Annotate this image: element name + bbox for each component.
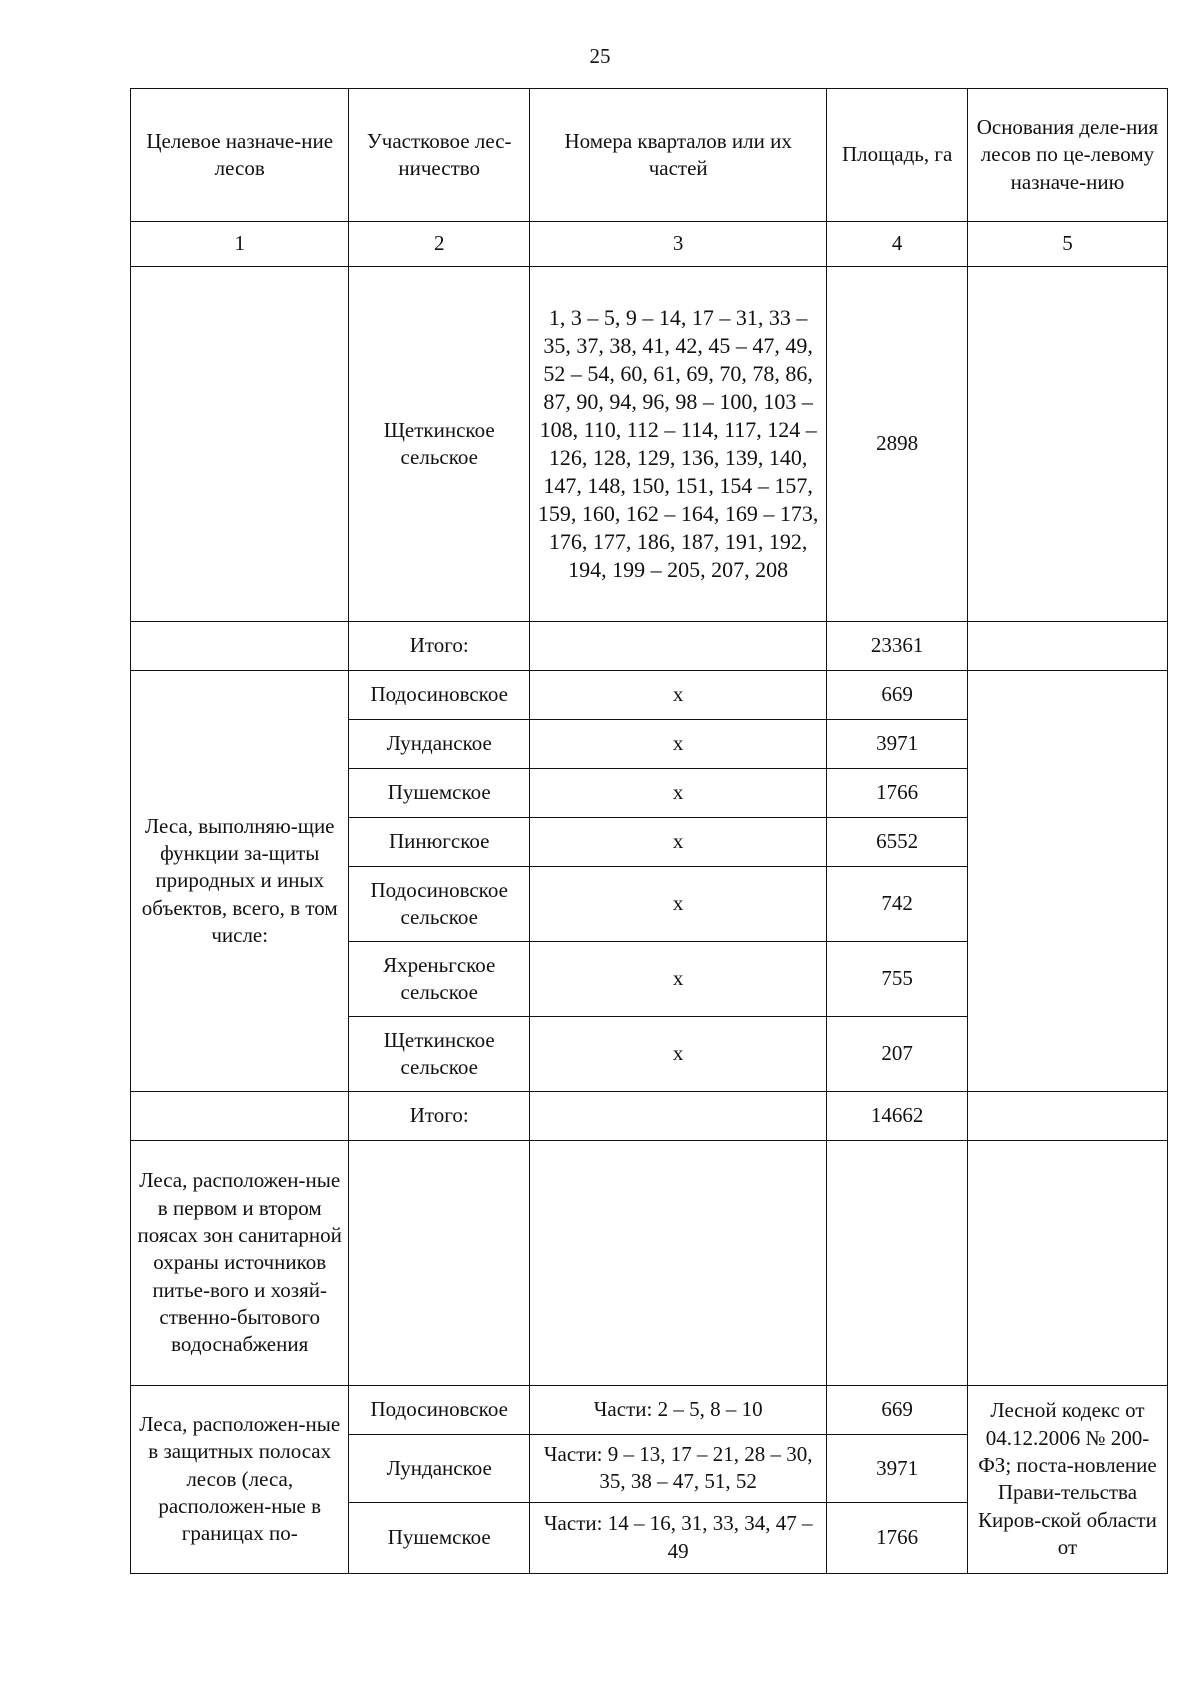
page-number: 25 xyxy=(589,44,611,68)
quarters-cell: x xyxy=(530,942,827,1017)
quarters-cell: x xyxy=(530,671,827,720)
area-cell: 742 xyxy=(827,867,968,942)
quarters-cell: x xyxy=(530,769,827,818)
header-area: Площадь, га xyxy=(827,89,968,222)
area-cell: 1766 xyxy=(827,769,968,818)
basis-cell xyxy=(967,671,1167,1092)
quarters-cell: Части: 2 – 5, 8 – 10 xyxy=(530,1386,827,1435)
quarters-cell: x xyxy=(530,818,827,867)
column-number: 4 xyxy=(827,222,968,267)
area-cell: 1766 xyxy=(827,1502,968,1573)
quarters-cell: Части: 14 – 16, 31, 33, 34, 47 – 49 xyxy=(530,1502,827,1573)
forest-purpose-table xyxy=(130,88,1168,1574)
basis-cell xyxy=(967,267,1167,622)
purpose-cell xyxy=(131,267,349,622)
header-row xyxy=(131,89,1168,222)
quarters-cell xyxy=(530,622,827,671)
total-row xyxy=(131,1092,1168,1141)
purpose-cell: Леса, расположен-ные в первом и втором поясах зон санитарной охраны источников питье-вого и хозяй-ственно-бытового водоснабжения xyxy=(131,1141,349,1386)
forestry-cell: Пушемское xyxy=(349,1502,530,1573)
table-row xyxy=(131,1141,1168,1386)
forestry-cell: Подосиновское сельское xyxy=(349,867,530,942)
total-row xyxy=(131,622,1168,671)
forestry-cell: Пинюгское xyxy=(349,818,530,867)
forestry-cell: Подосиновское xyxy=(349,1386,530,1435)
purpose-cell: Леса, расположен-ные в защитных полосах лесов (леса, расположен-ные в границах по- xyxy=(131,1386,349,1574)
purpose-cell xyxy=(131,622,349,671)
header-forestry: Участковое лес-ничество xyxy=(349,89,530,222)
total-label: Итого: xyxy=(349,622,530,671)
table-row xyxy=(131,671,1168,720)
header-quarters: Номера кварталов или их частей xyxy=(530,89,827,222)
quarters-cell: 1, 3 – 5, 9 – 14, 17 – 31, 33 – 35, 37, 38, 41, 42, 45 – 47, 49, 52 – 54, 60, 61, 69, 70, 78, 86, 87, 90, 94, 96, 98 – 100, 103 – 108, 110, 112 – 114, 117, 124 – 126, 128, 129, 136, 139, 140, 147, 148, 150, 151, 154 – 157, 159, 160, 162 – 164, 169 – 173, 176, 177, 186, 187, 191, 192, 194, 199 – 205, 207, 208 xyxy=(530,267,827,622)
table-row xyxy=(131,1386,1168,1435)
quarters-cell xyxy=(530,1092,827,1141)
column-number: 3 xyxy=(530,222,827,267)
quarters-cell: x xyxy=(530,720,827,769)
column-number: 2 xyxy=(349,222,530,267)
area-cell: 3971 xyxy=(827,720,968,769)
column-number: 5 xyxy=(967,222,1167,267)
forestry-cell: Лунданское xyxy=(349,1435,530,1503)
forestry-cell: Яхреньгское сельское xyxy=(349,942,530,1017)
forestry-cell: Лунданское xyxy=(349,720,530,769)
quarters-cell xyxy=(530,1141,827,1386)
area-cell: 3971 xyxy=(827,1435,968,1503)
area-cell: 669 xyxy=(827,1386,968,1435)
area-cell: 207 xyxy=(827,1017,968,1092)
quarters-cell: Части: 9 – 13, 17 – 21, 28 – 30, 35, 38 – 47, 51, 52 xyxy=(530,1435,827,1503)
area-cell: 755 xyxy=(827,942,968,1017)
basis-cell xyxy=(967,1092,1167,1141)
header-basis: Основания деле-ния лесов по це-левому назначе-нию xyxy=(967,89,1167,222)
table-row xyxy=(131,267,1168,622)
purpose-cell xyxy=(131,1092,349,1141)
forestry-cell: Щеткинское сельское xyxy=(349,1017,530,1092)
basis-cell xyxy=(967,622,1167,671)
header-purpose: Целевое назначе-ние лесов xyxy=(131,89,349,222)
quarters-cell: x xyxy=(530,867,827,942)
purpose-cell: Леса, выполняю-щие функции за-щиты природных и иных объектов, всего, в том числе: xyxy=(131,671,349,1092)
forestry-cell: Подосиновское xyxy=(349,671,530,720)
area-cell: 669 xyxy=(827,671,968,720)
column-number: 1 xyxy=(131,222,349,267)
basis-cell: Лесной кодекс от 04.12.2006 № 200-ФЗ; поста-новление Прави-тельства Киров-ской области от xyxy=(967,1386,1167,1574)
area-cell: 6552 xyxy=(827,818,968,867)
area-cell: 2898 xyxy=(827,267,968,622)
total-label: Итого: xyxy=(349,1092,530,1141)
area-cell xyxy=(827,1141,968,1386)
column-number-row xyxy=(131,222,1168,267)
forestry-cell xyxy=(349,1141,530,1386)
forestry-cell: Щеткинское сельское xyxy=(349,267,530,622)
basis-cell xyxy=(967,1141,1167,1386)
total-area: 23361 xyxy=(827,622,968,671)
total-area: 14662 xyxy=(827,1092,968,1141)
forestry-cell: Пушемское xyxy=(349,769,530,818)
quarters-cell: x xyxy=(530,1017,827,1092)
